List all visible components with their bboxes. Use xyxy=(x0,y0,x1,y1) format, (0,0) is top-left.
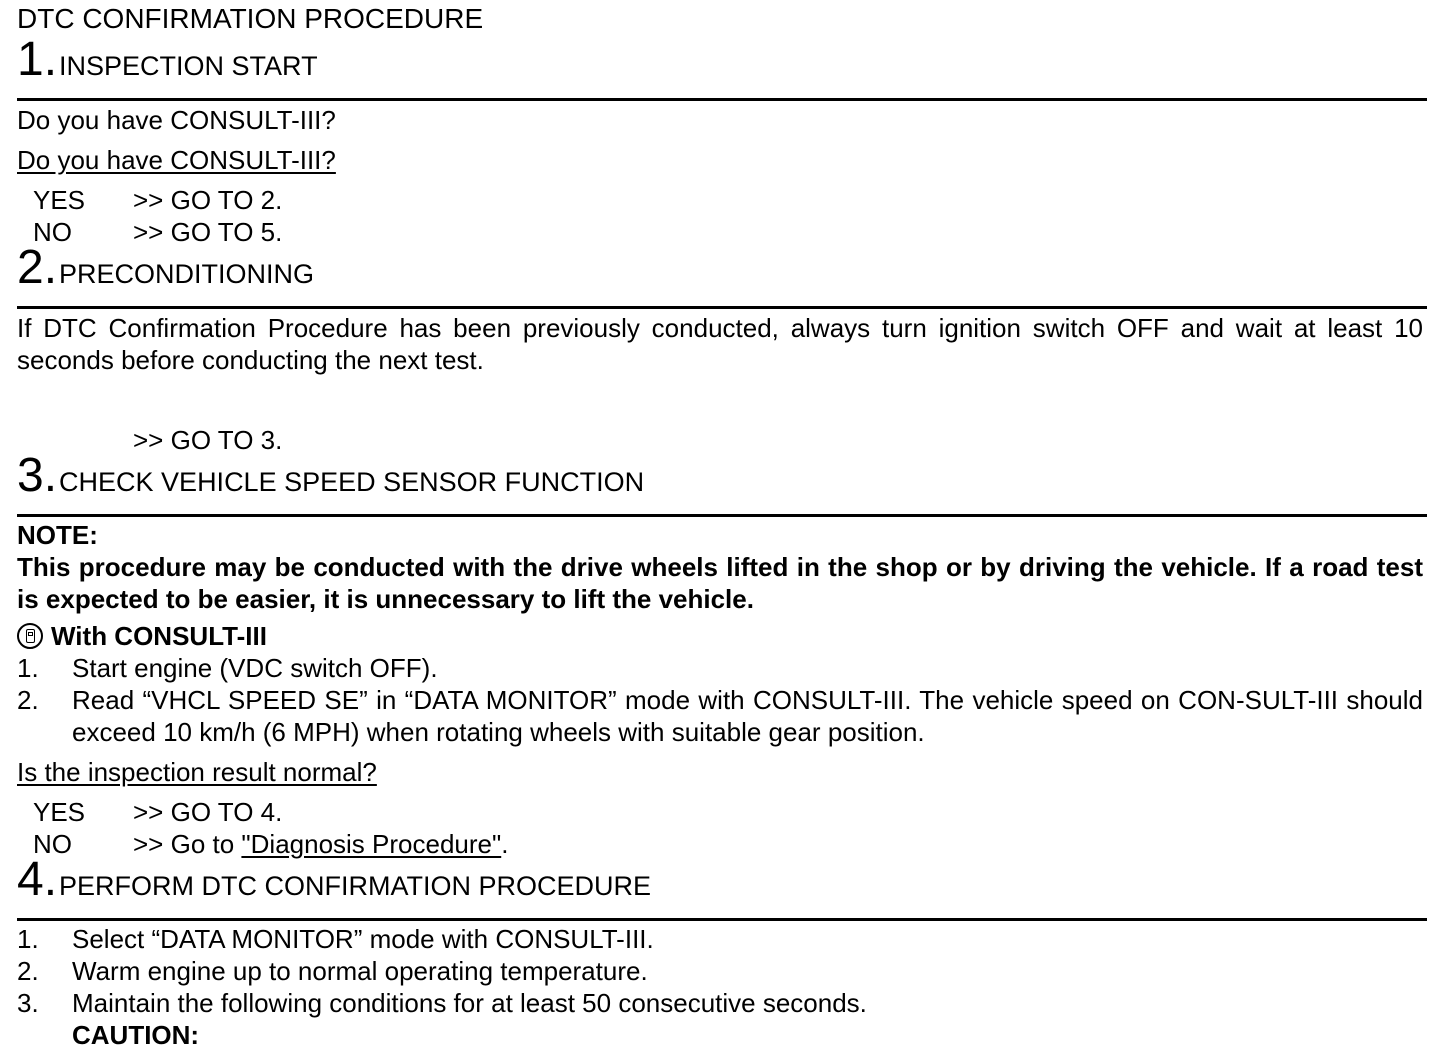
caution-label: CAUTION: xyxy=(72,1020,200,1050)
consult-iii-icon xyxy=(17,623,43,649)
step-1-title: INSPECTION START xyxy=(59,51,318,81)
step-3-item-2-text: Read “VHCL SPEED SE” in “DATA MONITOR” mode with CONSULT-III. The vehicle speed on CON-SULT-III should exceed 10 km/h (6 MPH) when rotating wheels with suitable gear position. xyxy=(72,685,1423,747)
step-3-item-2-number: 2. xyxy=(17,685,39,715)
answer-action: >> GO TO 4. xyxy=(133,797,283,827)
step-1-divider xyxy=(17,98,1427,101)
step-2-heading xyxy=(17,241,315,298)
step-3-heading xyxy=(17,449,645,506)
step-1-heading xyxy=(17,33,318,90)
step-1-answer-yes xyxy=(33,184,282,216)
diagnosis-procedure-link[interactable]: "Diagnosis Procedure" xyxy=(241,829,502,859)
list-text: Select “DATA MONITOR” mode with CONSULT-III. xyxy=(72,924,654,954)
step-4-heading xyxy=(17,853,652,910)
note-label: NOTE: xyxy=(17,520,98,550)
step-4-item-3 xyxy=(17,987,867,1019)
step-2-body: If DTC Confirmation Procedure has been previously conducted, always turn ignition switch OFF and wait at least 10 seconds before conducting the next test. xyxy=(17,313,1423,375)
answer-key: NO xyxy=(33,829,72,859)
step-3-question: Is the inspection result normal? xyxy=(17,757,377,787)
list-text: Warm engine up to normal operating temperature. xyxy=(72,956,648,986)
step-3-answer-yes xyxy=(33,796,282,828)
step-1-question: Do you have CONSULT-III? xyxy=(17,145,336,175)
list-number: 1. xyxy=(17,924,39,954)
list-number: 1. xyxy=(17,653,39,683)
step-3-divider xyxy=(17,514,1427,517)
step-3-number: 3. xyxy=(17,449,58,502)
answer-key: YES xyxy=(33,185,86,215)
answer-action: >> GO TO 5. xyxy=(133,217,283,247)
list-number: 3. xyxy=(17,988,39,1018)
answer-action: >> GO TO 2. xyxy=(133,185,283,215)
answer-key: NO xyxy=(33,217,72,247)
answer-key: YES xyxy=(33,797,86,827)
with-consult-label: With CONSULT-III xyxy=(51,621,267,651)
note-text: This procedure may be conducted with the drive wheels lifted in the shop or by driving the vehicle. If a road test is expected to be easier, it is unnecessary to lift the vehicle. xyxy=(17,552,1423,614)
step-4-item-2 xyxy=(17,955,648,987)
step-2-number: 2. xyxy=(17,241,58,294)
step-3-item-1 xyxy=(17,652,438,684)
list-text: Maintain the following conditions for at least 50 consecutive seconds. xyxy=(72,988,867,1018)
step-2-action: >> GO TO 3. xyxy=(133,425,283,455)
step-1-body: Do you have CONSULT-III? xyxy=(17,105,336,135)
answer-action-prefix: >> Go to xyxy=(133,829,242,859)
list-text: Start engine (VDC switch OFF). xyxy=(72,653,438,683)
step-3-title: CHECK VEHICLE SPEED SENSOR FUNCTION xyxy=(59,467,645,497)
step-4-number: 4. xyxy=(17,853,58,906)
step-4-divider xyxy=(17,918,1427,921)
with-consult-heading xyxy=(17,620,267,652)
step-4-title: PERFORM DTC CONFIRMATION PROCEDURE xyxy=(59,871,652,901)
document-title: DTC CONFIRMATION PROCEDURE xyxy=(17,3,484,34)
step-4-item-1 xyxy=(17,923,654,955)
list-number: 2. xyxy=(17,956,39,986)
answer-action-suffix: . xyxy=(501,829,509,859)
step-2-divider xyxy=(17,306,1427,309)
step-1-number: 1. xyxy=(17,33,58,86)
step-2-title: PRECONDITIONING xyxy=(59,259,315,289)
